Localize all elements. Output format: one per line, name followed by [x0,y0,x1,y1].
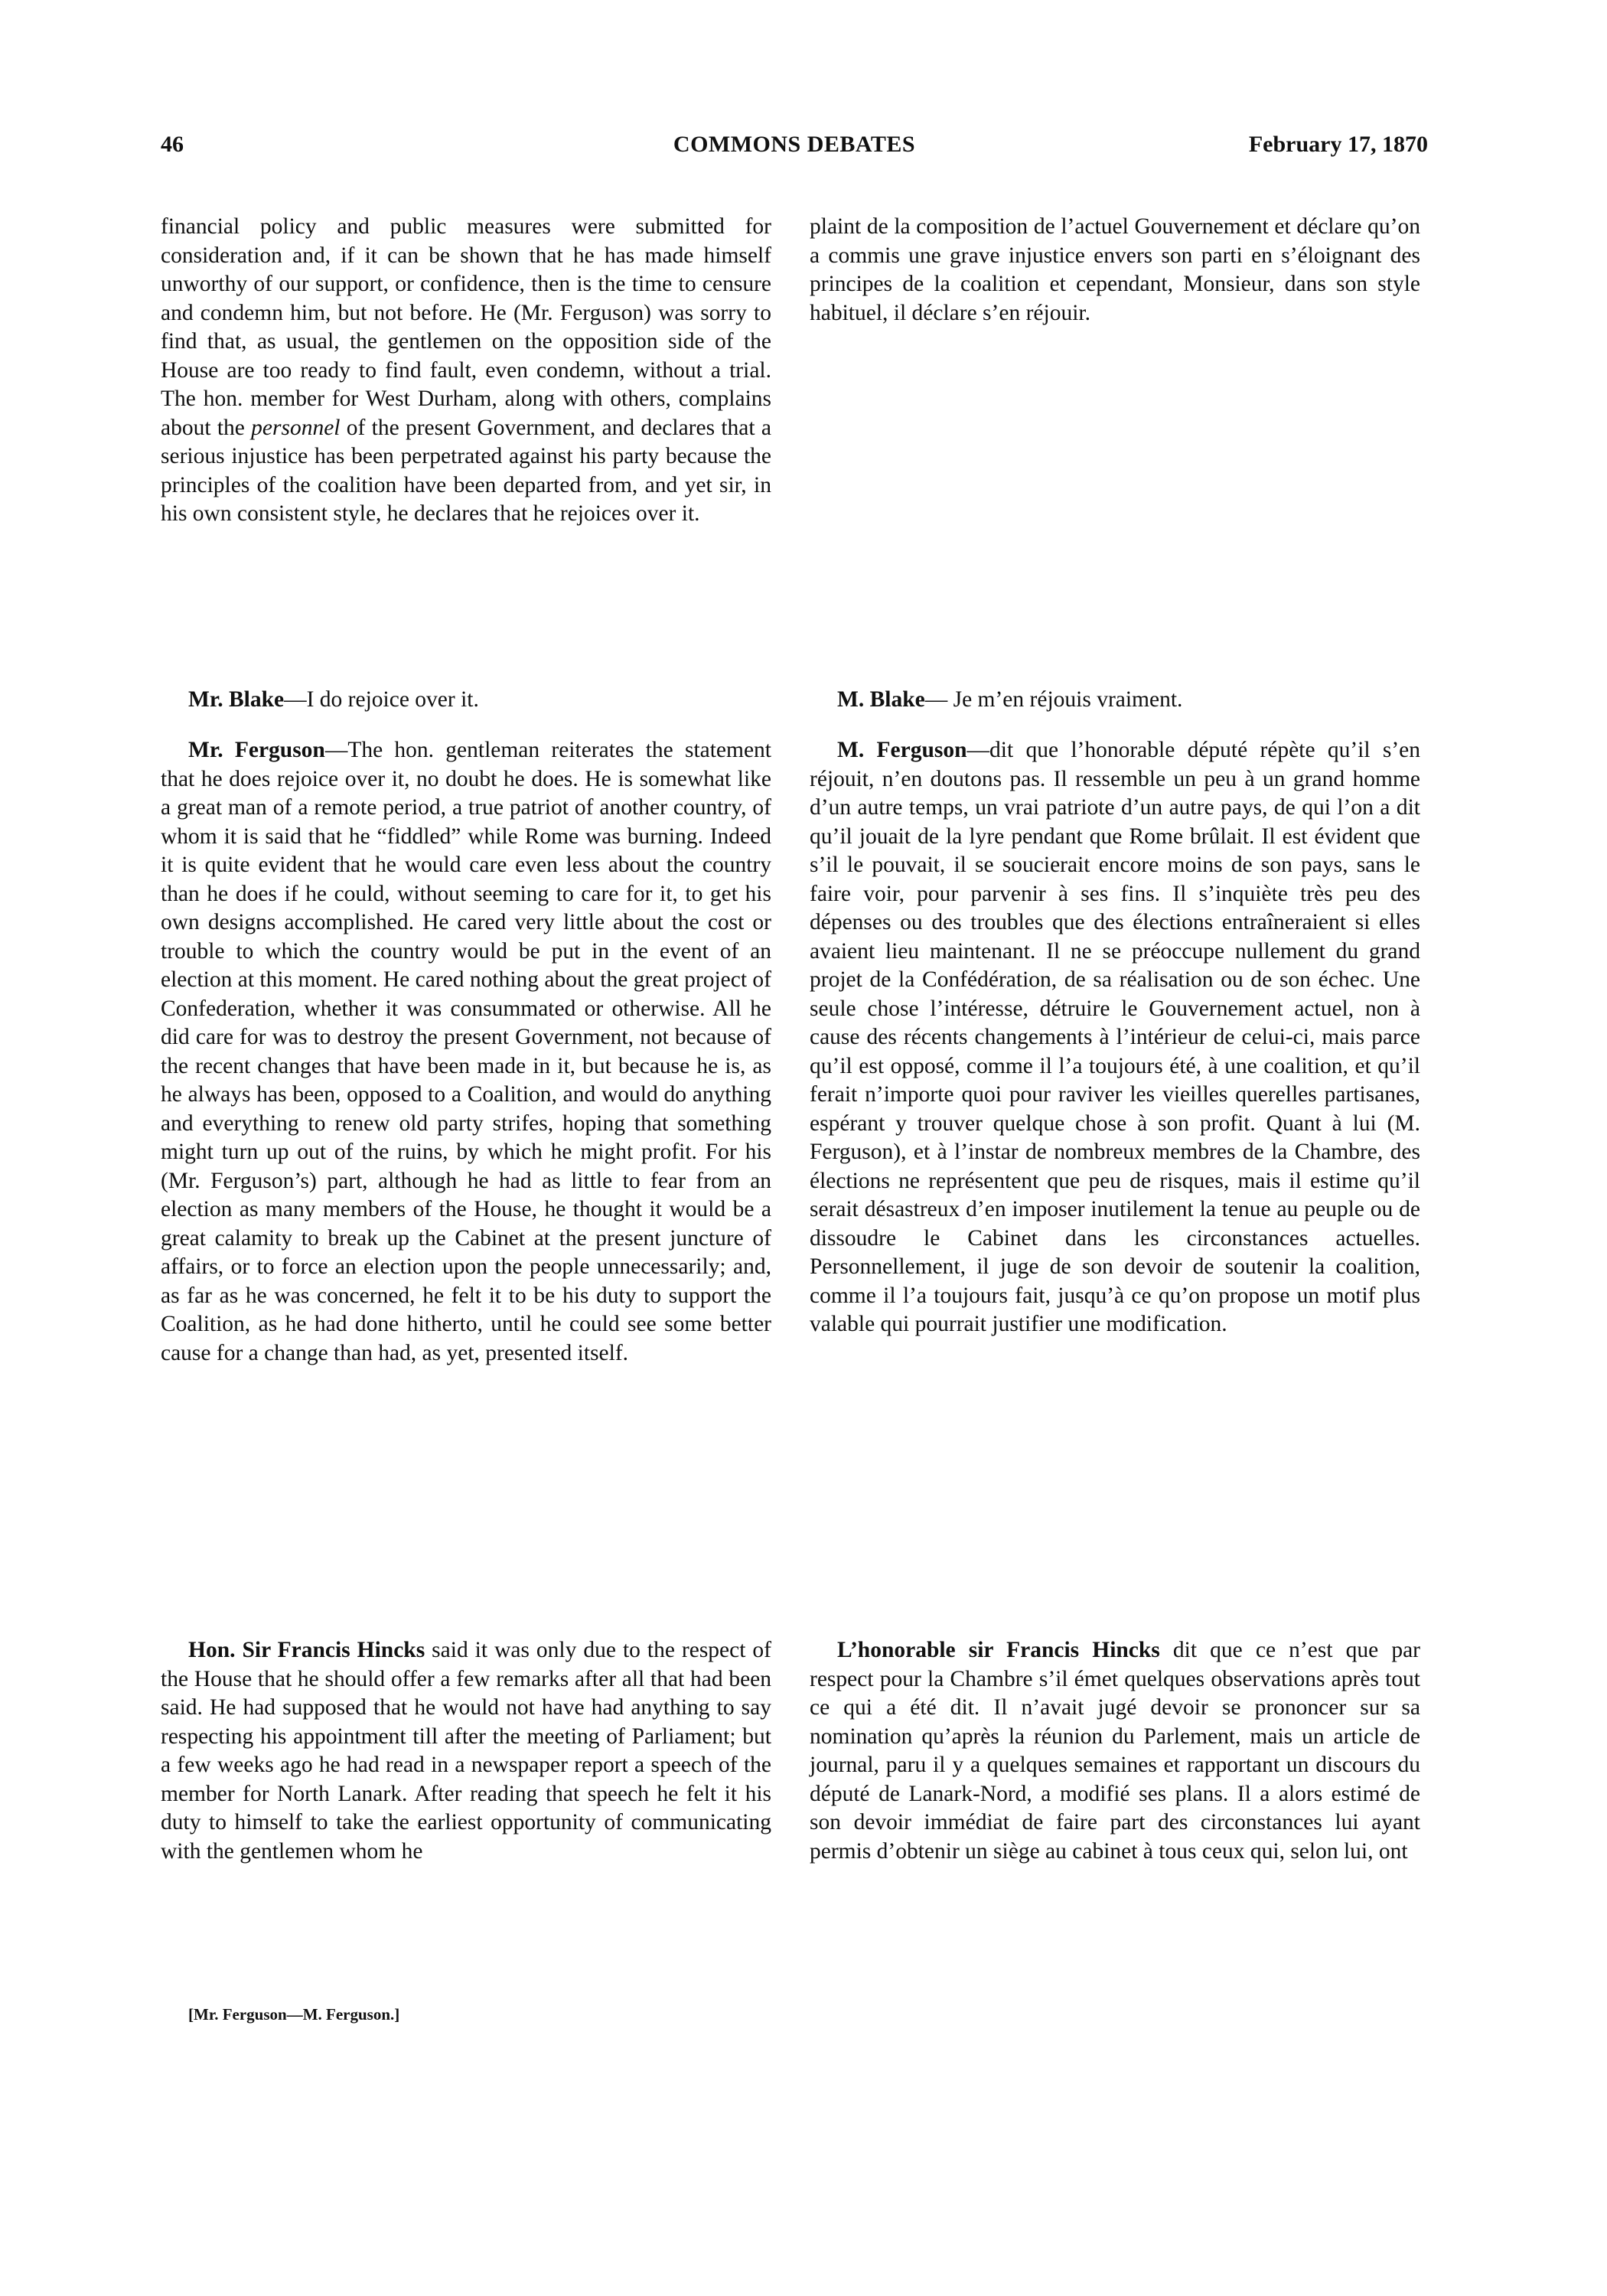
english-paragraph-4 [161,1636,771,1866]
speaker-name: Mr. Ferguson [188,738,325,762]
french-paragraph-2 [810,686,1420,715]
speech-text: —dit que l’honorable député répète qu’il s’en réjouit, n’en doutons pas. Il ressemble un peu à un grand homme d’un autre temps, un vrai patriote d’un autre pays, de qui l’on a dit qu’il jouait de la lyre pendant que Rome brûlait. Il est évident que s’il le pouvait, il se soucierait encore moins de son pays, sans le faire voir, pour parvenir à ses fins. Il s’inquiète très peu des dépenses ou des troubles que des élections entraîneraient si elles avaient lieu maintenant. Il ne se préoccupe nullement du grand projet de la Confédération, de sa réalisation ou de son échec. Une seule chose l’intéresse, détruire le Gouvernement actuel, non à cause des récents changements à l’intérieur de celui-ci, mais parce qu’il est opposé, comme il l’a toujours été, à une coalition, et qu’il ferait n’importe quoi pour raviver les vieilles querelles partisanes, espérant y trouver quelque chose à son profit. Quant à lui (M. Ferguson), et à l’instar de nombreux membres de la Chambre, des élections ne représentent que peu de risques, mais il estime qu’il serait désastreux d’en imposer inutilement la tenue au peuple ou de dissoudre le Cabinet dans les circonstances actuelles. Personnellement, il juge de son devoir de soutenir la coalition, comme il l’a toujours fait, jusqu’à ce qu’on propose un motif plus valable qui pourrait justifier une modification. [810,738,1421,1336]
speech-text: — Je m’en réjouis vraiment. [924,687,1183,712]
english-paragraph-3 [161,736,771,1368]
page-header [161,132,1428,170]
running-title: COMMONS DEBATES [673,132,916,157]
speaker-name: M. Blake [837,687,925,712]
header-date: February 17, 1870 [1248,132,1428,157]
speaker-name: M. Ferguson [837,738,967,762]
italic-term: personnel [251,415,341,440]
english-paragraph-2 [161,686,771,715]
page-number: 46 [161,132,184,157]
text-run: of the present Government, and declares that a serious injustice has been perpetrated against his party because the principles of the coalition have been departed from, and yet sir, in his own consistent style, he declares that he rejoices over it. [161,415,771,526]
french-paragraph-1 [810,213,1420,328]
speech-text: dit que ce n’est que par respect pour la Chambre s’il émet quelques observations après tout ce qui a été dit. Il n’avait jugé devoir se prononcer sur sa nomination qu’après la réunion du Parlement, mais un article de journal, paru il y a quelques semaines et rapportant un discours du député de Lanark-Nord, a modifié ses plans. Il a alors estimé de son devoir immédiat de faire part des circonstances lui ayant permis d’obtenir un siège au cabinet à tous ceux qui, selon lui, ont [810,1638,1421,1864]
english-paragraph-1 [161,213,771,529]
speech-text: —The hon. gentleman reiterates the statement that he does rejoice over it, no doubt he does. He is somewhat like a great man of a remote period, a true patriot of another country, of whom it is said that he “fiddled” while Rome was burning. Indeed it is quite evident that he would care even less about the country than he does if he could, without seeming to care for it, to get his own designs accomplished. He cared very little about the cost or trouble to which the country would be put in the event of an election at this moment. He cared nothing about the great project of Confederation, whether it was consummated or otherwise. All he did care for was to destroy the present Government, not because of the recent changes that have been made in it, but because he is, as he always has been, opposed to a Coalition, and would do anything and everything to renew old party strifes, hoping that something might turn up out of the ruins, by which he might profit. For his (Mr. Ferguson’s) part, although he had as little to fear from an election as many members of the House, he thought it would be a great calamity to break up the Cabinet at the present juncture of affairs, or to force an election upon the people unnecessarily; and, as far as he was concerned, he felt it to be his duty to support the Coalition, as he had done hitherto, until he could see some better cause for a change than had, as yet, presented itself. [161,738,772,1365]
speech-text: —I do rejoice over it. [284,687,479,712]
french-paragraph-3 [810,736,1420,1339]
speaker-name: Mr. Blake [188,687,285,712]
speaker-footnote: [Mr. Ferguson—M. Ferguson.] [188,2005,400,2024]
text-run: plaint de la composition de l’actuel Gouvernement et déclare qu’on a commis une grave injustice envers son parti en s’éloignant des principes de la coalition et cependant, Monsieur, dans son style habituel, il déclare s’en réjouir. [810,214,1420,325]
speech-text: said it was only due to the respect of the House that he should offer a few remarks after all that had been said. He had supposed that he would not have had anything to say respecting his appointment till after the meeting of Parliament; but a few weeks ago he had read in a newspaper report a speech of the member for North Lanark. After reading that speech he felt it his duty to himself to take the earliest opportunity of communicating with the gentlemen whom he [161,1638,772,1864]
speaker-name: Hon. Sir Francis Hincks [188,1638,425,1662]
french-paragraph-4 [810,1636,1420,1866]
speaker-name: L’honorable sir Francis Hincks [837,1638,1160,1662]
text-run: financial policy and public measures were submitted for consideration and, if it can be shown that he has made himself unworthy of our support, or confidence, then is the time to censure and condemn him, but not before. He (Mr. Ferguson) was sorry to find that, as usual, the gentlemen on the opposition side of the House are too ready to find fault, even condemn, without a trial. The hon. member for West Durham, along with others, complains about the [161,214,771,440]
